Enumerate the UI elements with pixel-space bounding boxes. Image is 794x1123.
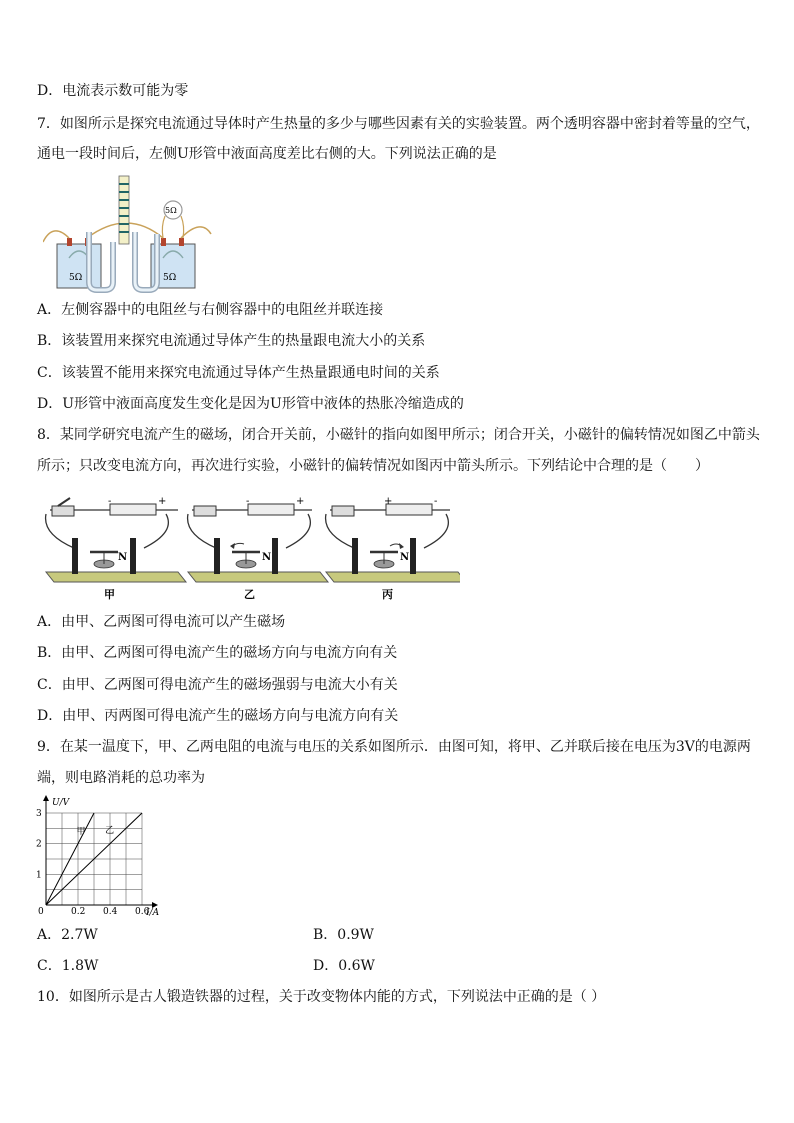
q9-option-c: C．1.8W bbox=[37, 958, 99, 974]
y-tick-label: 1 bbox=[36, 870, 42, 881]
q10-stem: 10．如图所示是古人锻造铁器的过程，关于改变物体内能的方式，下列说法中正确的是（ ） bbox=[37, 989, 606, 1005]
q7-stem-line1: 7．如图所示是探究电流通过导体时产生热量的多少与哪些因素有关的实验装置。两个透明容器中密封着等量的空气， bbox=[37, 116, 760, 132]
svg-text:+: + bbox=[158, 496, 167, 507]
svg-text:+: + bbox=[296, 496, 305, 507]
origin-label: 0 bbox=[38, 907, 44, 917]
left-resistor-label: 5Ω bbox=[69, 273, 83, 283]
svg-text:-: - bbox=[246, 496, 250, 507]
q8-option-b: B．由甲、乙两图可得电流产生的磁场方向与电流方向有关 bbox=[37, 645, 398, 661]
outside-resistor-label: 5Ω bbox=[165, 206, 177, 215]
y-axis-arrow bbox=[43, 795, 49, 801]
y-tick-label: 2 bbox=[36, 839, 42, 850]
svg-text:-: - bbox=[434, 496, 438, 507]
scale-ruler bbox=[119, 176, 129, 244]
x-tick-label: 0.4 bbox=[103, 907, 118, 917]
svg-text:N: N bbox=[262, 552, 272, 563]
q9-option-a: A．2.7W bbox=[37, 927, 98, 943]
x-tick-label: 0.6 bbox=[135, 907, 150, 917]
panel-bing bbox=[326, 496, 460, 601]
svg-text:N: N bbox=[118, 552, 128, 563]
panel-label-bing: 丙 bbox=[382, 588, 393, 601]
x-tick-label: 0.2 bbox=[71, 907, 86, 917]
wire bbox=[43, 231, 69, 242]
q7-figure bbox=[43, 172, 213, 294]
q8-option-a: A．由甲、乙两图可得电流可以产生磁场 bbox=[37, 614, 286, 630]
y-tick-label: 3 bbox=[36, 809, 42, 819]
q7-option-b: B．该装置用来探究电流通过导体产生的热量跟电流大小的关系 bbox=[37, 333, 426, 349]
q9-stem-line2: 端，则电路消耗的总功率为 bbox=[37, 770, 205, 786]
q6-option-d: D．电流表示数可能为零 bbox=[37, 83, 189, 99]
q8-stem-line2: 所示；只改变电流方向，再次进行实验，小磁针的偏转情况如图丙中箭头所示。下列结论中合理的是（ ） bbox=[37, 458, 709, 474]
q9-stem-line1: 9．在某一温度下，甲、乙两电阻的电流与电压的关系如图所示．由图可知，将甲、乙并联后接在电压为3V的电源两 bbox=[37, 739, 751, 755]
terminal bbox=[161, 238, 166, 246]
q8-option-c: C．由甲、乙两图可得电流产生的磁场强弱与电流大小有关 bbox=[37, 677, 398, 693]
right-resistor-label: 5Ω bbox=[163, 273, 177, 283]
panel-label-yi: 乙 bbox=[244, 588, 255, 601]
panel-yi bbox=[188, 496, 328, 601]
x-axis-label: I/A bbox=[146, 908, 160, 918]
q7-option-a: A．左侧容器中的电阻丝与右侧容器中的电阻丝并联连接 bbox=[37, 302, 384, 318]
q7-stem-line2: 通电一段时间后，左侧U形管中液面高度差比右侧的大。下列说法正确的是 bbox=[37, 146, 497, 162]
y-axis-label: U/V bbox=[52, 798, 70, 808]
q9-option-b: B．0.9W bbox=[313, 927, 374, 943]
q7-apparatus-diagram bbox=[43, 172, 213, 294]
q7-option-d: D．U形管中液面高度发生变化是因为U形管中液体的热胀冷缩造成的 bbox=[37, 396, 464, 412]
q9-chart bbox=[30, 795, 170, 920]
series-label-jia: 甲 bbox=[76, 826, 86, 837]
svg-text:+: + bbox=[384, 496, 393, 507]
svg-text:-: - bbox=[108, 496, 112, 507]
series-label-yi: 乙 bbox=[105, 825, 115, 836]
terminal bbox=[67, 238, 72, 246]
q7-option-c: C．该装置不能用来探究电流通过导体产生热量跟通电时间的关系 bbox=[37, 365, 440, 381]
q8-option-d: D．由甲、丙两图可得电流产生的磁场方向与电流方向有关 bbox=[37, 708, 399, 724]
terminal bbox=[179, 238, 184, 246]
svg-text:N: N bbox=[400, 552, 410, 563]
panel-jia bbox=[46, 496, 186, 601]
q8-figure bbox=[40, 494, 460, 602]
q8-stem-line1: 8．某同学研究电流产生的磁场，闭合开关前，小磁针的指向如图甲所示；闭合开关，小磁针的偏转情况如图乙中箭头 bbox=[37, 427, 760, 443]
q9-chart-svg bbox=[30, 795, 170, 920]
wire bbox=[181, 227, 211, 238]
q8-compass-diagram bbox=[40, 494, 460, 602]
q9-option-d: D．0.6W bbox=[313, 958, 375, 974]
panel-label-jia: 甲 bbox=[104, 588, 115, 601]
